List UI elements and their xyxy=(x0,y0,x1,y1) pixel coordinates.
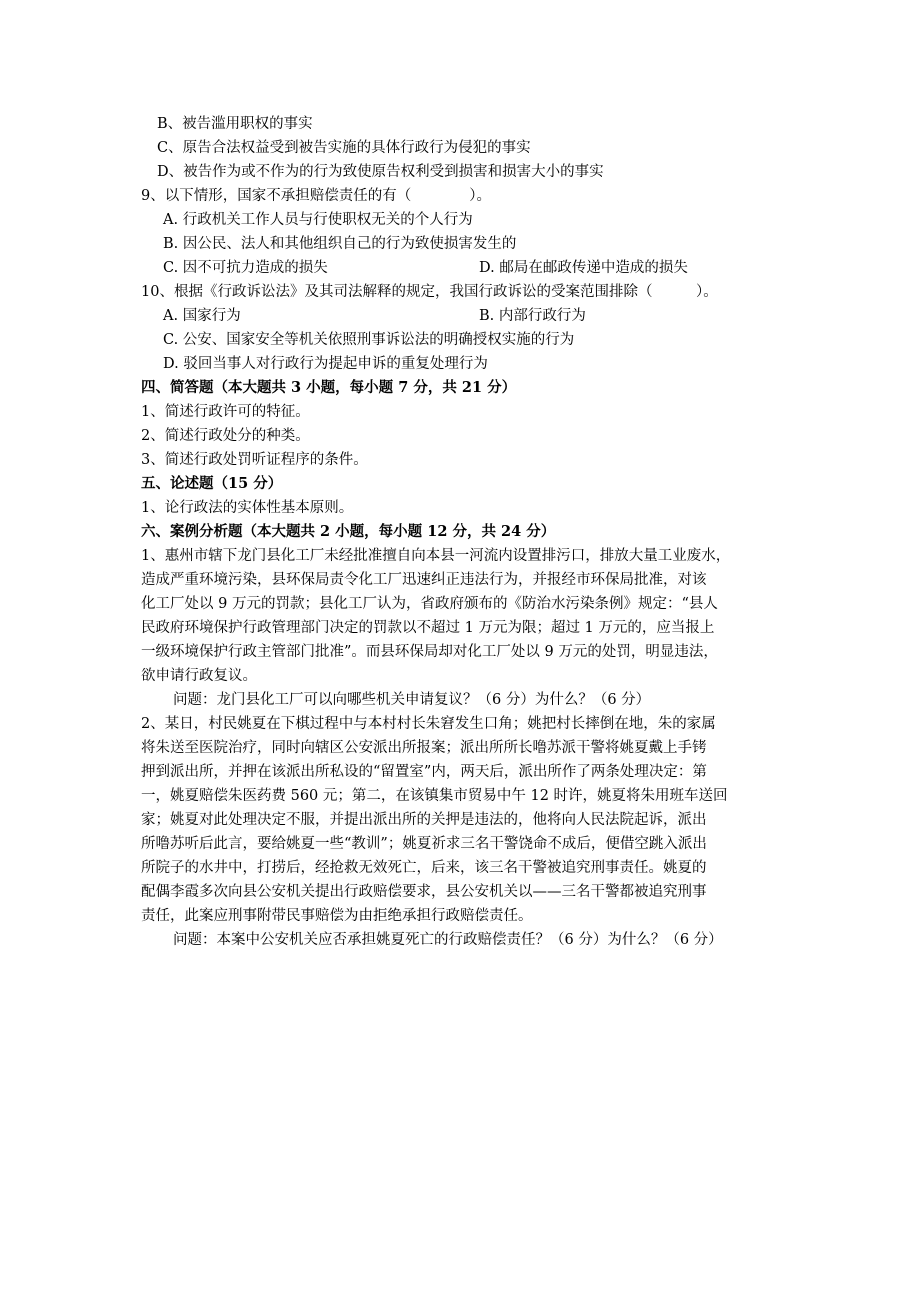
q10-option-b: B. 内部行政行为 xyxy=(479,308,586,324)
q10-option-d: D. 驳回当事人对行政行为提起申诉的重复处理行为 xyxy=(163,356,488,372)
q10-stem: 10、根据《行政诉讼法》及其司法解释的规定，我国行政诉讼的受案范围排除（ ）。 xyxy=(141,284,718,300)
case2-line: 所噜苏听后此言，要给姚夏一些“教训”；姚夏祈求三名干警饶命不成后，便借空跳入派出 xyxy=(141,836,707,852)
case2-line: 2、某日，村民姚夏在下棋过程中与本村村长朱窘发生口角；姚把村长摔倒在地，朱的家属 xyxy=(141,716,716,732)
q9-options-cd xyxy=(163,256,723,280)
section5-q1: 1、论行政法的实体性基本原则。 xyxy=(141,500,354,516)
case1-line: 1、惠州市辖下龙门县化工厂未经批准擅自向本县一河流内设置排污口，排放大量工业废水， xyxy=(141,548,731,564)
q10-options-ab xyxy=(163,304,723,328)
q9-option-a: A. 行政机关工作人员与行使职权无关的个人行为 xyxy=(163,212,473,228)
q9-option-c: C. 因不可抗力造成的损失 xyxy=(163,260,328,276)
q8-option-b: B、被告滥用职权的事实 xyxy=(157,116,313,132)
case1-line: 欲申请行政复议。 xyxy=(141,668,257,684)
q8-option-d: D、被告作为或不作为的行为致使原告权利受到损害和损害大小的事实 xyxy=(157,164,604,180)
section5-title: 五、论述题（15 分） xyxy=(141,475,283,492)
q10-option-c: C. 公安、国家安全等机关依照刑事诉讼法的明确授权实施的行为 xyxy=(163,332,575,348)
q9-stem: 9、以下情形，国家不承担赔偿责任的有（ ）。 xyxy=(141,188,491,204)
case1-question: 问题：龙门县化工厂可以向哪些机关申请复议？（6 分）为什么？（6 分） xyxy=(173,692,651,708)
case2-line: 一，姚夏赔偿朱医药费 560 元；第二，在该镇集市贸易中午 12 时许，姚夏将朱用班车送回 xyxy=(141,788,728,804)
case1-line: 民政府环境保护行政管理部门决定的罚款以不超过 1 万元为限；超过 1 万元的，应当报上 xyxy=(141,620,715,636)
section4-title: 四、简答题（本大题共 3 小题，每小题 7 分，共 21 分） xyxy=(141,379,517,396)
case1-line: 造成严重环境污染，县环保局责令化工厂迅速纠正违法行为，并报经市环保局批准，对该 xyxy=(141,572,707,588)
case1-line: 一级环境保护行政主管部门批准”。而县环保局却对化工厂处以 9 万元的处罚，明显违法， xyxy=(141,644,718,660)
case2-line: 责任，此案应刑事附带民事赔偿为由拒绝承担行政赔偿责任。 xyxy=(141,908,533,924)
case2-line: 押到派出所，并押在该派出所私设的“留置室”内，两天后，派出所作了两条处理决定：第 xyxy=(141,764,707,780)
section4-q2: 2、简述行政处分的种类。 xyxy=(141,428,310,444)
section4-q1: 1、简述行政许可的特征。 xyxy=(141,404,310,420)
q8-option-c: C、原告合法权益受到被告实施的具体行政行为侵犯的事实 xyxy=(157,140,531,156)
section4-q3: 3、简述行政处罚听证程序的条件。 xyxy=(141,452,368,468)
q9-option-b: B. 因公民、法人和其他组织自己的行为致使损害发生的 xyxy=(163,236,517,252)
case1-line: 化工厂处以 9 万元的罚款；县化工厂认为，省政府颁布的《防治水污染条例》规定：“县人 xyxy=(141,596,718,612)
case2-question: 问题：本案中公安机关应否承担姚夏死亡的行政赔偿责任？（6 分）为什么？（6 分） xyxy=(173,932,723,948)
case2-line: 配偶李霞多次向县公安机关提出行政赔偿要求，县公安机关以——三名干警都被追究刑事 xyxy=(141,884,707,900)
case2-line: 将朱送至医院治疗，同时向辖区公安派出所报案；派出所所长噜苏派干警将姚夏戴上手铐 xyxy=(141,740,707,756)
case2-line: 所院子的水井中，打捞后，经抢救无效死亡，后来，该三名干警被追究刑事责任。姚夏的 xyxy=(141,860,707,876)
section6-title: 六、案例分析题（本大题共 2 小题，每小题 12 分，共 24 分） xyxy=(141,523,556,540)
q10-option-a: A. 国家行为 xyxy=(163,308,241,324)
q9-option-d: D. 邮局在邮政传递中造成的损失 xyxy=(479,260,688,276)
case2-line: 家；姚夏对此处理决定不服，并提出派出所的关押是违法的，他将向人民法院起诉，派出 xyxy=(141,812,707,828)
